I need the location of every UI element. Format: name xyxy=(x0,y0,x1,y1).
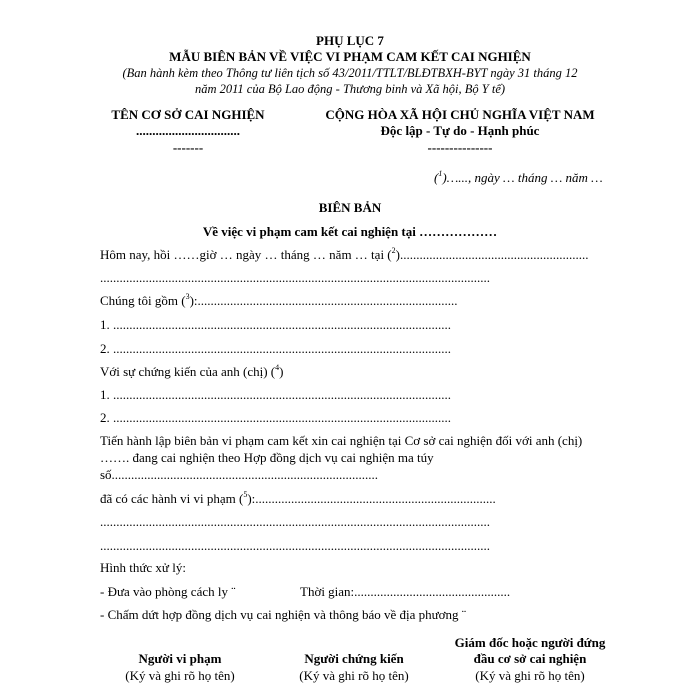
issued-note-line2: năm 2011 của Bộ Lao động - Thương binh và Xã hội, Bộ Y tế) xyxy=(194,82,506,96)
time-field xyxy=(300,584,510,600)
violation-line xyxy=(100,491,496,507)
time-dots: ................................................ xyxy=(354,584,511,599)
participants-suffix: ):................................................................................ xyxy=(189,293,458,308)
handling-label: Hình thức xử lý: xyxy=(100,560,186,575)
violation-line-2: ........................................................................................................................ xyxy=(100,514,490,529)
date-line: ($^1$)…..., ngày … tháng … năm … xyxy=(434,169,603,185)
witness-prefix: Với sự chứng kiến của anh (chị) ( xyxy=(100,364,276,379)
motto-divider: --------------- xyxy=(427,140,493,155)
org-divider: ------- xyxy=(172,140,204,155)
violation-line-3: ........................................................................................................................ xyxy=(100,538,490,553)
signature-director-title-1: Giám đốc hoặc người đứng xyxy=(454,635,606,650)
today-line xyxy=(100,247,588,263)
participant-1: 1. ........................................................................................................ xyxy=(100,317,451,332)
footnote-ref: 4 xyxy=(275,363,280,372)
issued-note-line1: (Ban hành kèm theo Thông tư liên tịch số 43/2011/TTLT/BLĐTBXH-BYT ngày 31 tháng 12 xyxy=(122,66,578,80)
today-continuation: ........................................................................................................................ xyxy=(100,270,490,285)
witness-line xyxy=(100,364,283,380)
violation-suffix: ):.......................................................................... xyxy=(247,491,496,506)
witness-1: 1. ........................................................................................................ xyxy=(100,387,451,402)
signature-director-note: (Ký và ghi rõ họ tên) xyxy=(475,668,585,683)
proceed-line-2: ……. đang cai nghiện theo Hợp đồng dịch vụ cai nghiện ma túy xyxy=(100,450,434,465)
witness-2: 2. ........................................................................................................ xyxy=(100,410,451,425)
form-title: MẪU BIÊN BẢN VỀ VIỆC VI PHẠM CAM KẾT CAI NGHIỆN xyxy=(169,49,531,64)
today-prefix: Hôm nay, hồi ……giờ … ngày … tháng … năm … tại ( xyxy=(100,247,392,262)
participants-line xyxy=(100,293,458,309)
footnote-ref: 5 xyxy=(243,490,248,499)
today-suffix: ).......................................................... xyxy=(395,247,589,262)
org-name-dots: ................................ xyxy=(136,123,240,138)
footnote-ref: 2 xyxy=(391,246,396,255)
proceed-line-1: Tiến hành lập biên bản vi phạm cam kết xin cai nghiện tại Cơ sở cai nghiện đối với anh (chị) xyxy=(100,433,583,448)
footnote-ref: 3 xyxy=(185,292,190,301)
violation-prefix: đã có các hành vi vi phạm ( xyxy=(100,491,244,506)
participants-prefix: Chúng tôi gồm ( xyxy=(100,293,186,308)
signature-witness-title: Người chứng kiến xyxy=(304,651,404,666)
terminate-option: - Chấm dứt hợp đồng dịch vụ cai nghiện và thông báo về địa phương ¨ xyxy=(100,607,467,622)
date-text: …..., ngày … tháng … năm … xyxy=(446,170,603,185)
document-title: BIÊN BẢN xyxy=(318,200,382,215)
signature-witness-note: (Ký và ghi rõ họ tên) xyxy=(299,668,409,683)
document-subject: Về việc vi phạm cam kết cai nghiện tại ……………… xyxy=(202,224,498,239)
national-motto: Độc lập - Tự do - Hạnh phúc xyxy=(380,123,540,138)
signature-violator-note: (Ký và ghi rõ họ tên) xyxy=(125,668,235,683)
witness-suffix: ) xyxy=(279,364,284,379)
signature-violator-title: Người vi phạm xyxy=(138,651,222,666)
participant-2: 2. ........................................................................................................ xyxy=(100,341,451,356)
appendix-heading: PHỤ LỤC 7 xyxy=(316,33,384,48)
footnote-ref: 1 xyxy=(438,169,443,178)
isolation-option: - Đưa vào phòng cách ly ¨ xyxy=(100,584,236,599)
proceed-line-3: số.................................................................................. xyxy=(100,467,379,482)
nation-heading: CỘNG HÒA XÃ HỘI CHỦ NGHĨA VIỆT NAM xyxy=(325,107,595,122)
time-label: Thời gian: xyxy=(300,584,355,599)
org-name-label: TÊN CƠ SỞ CAI NGHIỆN xyxy=(111,107,265,122)
signature-director-title-2: đầu cơ sở cai nghiện xyxy=(473,651,587,666)
